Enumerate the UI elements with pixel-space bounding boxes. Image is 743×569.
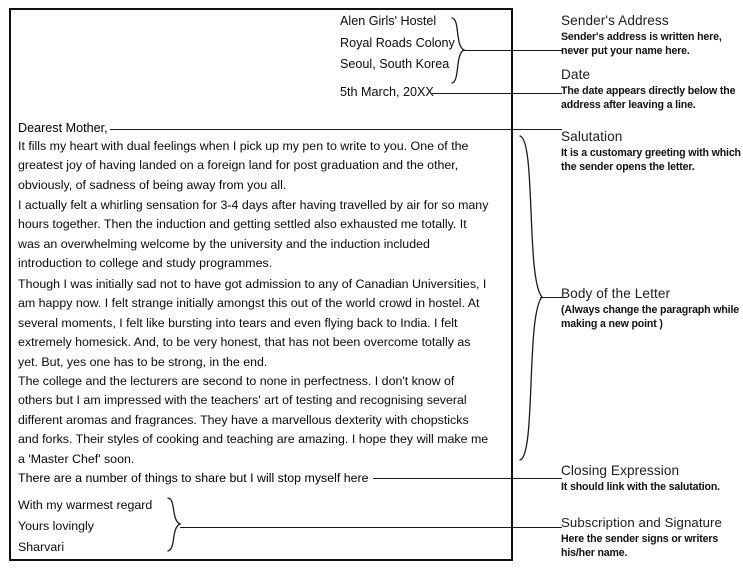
annotation-title: Body of the Letter <box>561 286 671 301</box>
body-leader-line <box>540 297 562 298</box>
subscription-signature-leader-line <box>180 527 562 528</box>
annotation-title: Salutation <box>561 129 623 144</box>
letter-salutation: Dearest Mother, <box>18 121 108 135</box>
annotation-description: It is a customary greeting with which the sender opens the letter. <box>561 147 741 174</box>
annotation-description: Sender's address is written here, never put your name here. <box>561 31 722 58</box>
annotation-body-of-the-letter <box>561 285 743 331</box>
annotation-description: The date appears directly below the address after leaving a line. <box>561 85 736 112</box>
annotation-description: (Always change the paragraph while making a new point ) <box>561 304 739 331</box>
letter-paragraph-3: Though I was initially sad not to have got admission to any of Canadian Universities, I am happy now. I felt strange initially amongst this out of the world crowd in hostel. At several moments, I felt like bursting into tears and even flying back to India. I felt extremely homesick. And, to be very honest, that has not been overcome totally as yet. But, yes one has to be strong, in the end. <box>18 277 487 369</box>
annotation-title: Date <box>561 67 591 82</box>
annotation-date <box>561 66 743 112</box>
body-of-letter-brace <box>516 134 550 462</box>
closing-expression-leader-line <box>373 478 562 479</box>
annotation-title: Closing Expression <box>561 463 680 478</box>
letter-date: 5th March, 20XX <box>340 85 434 99</box>
sender-address-leader-line <box>464 50 562 51</box>
annotation-title: Sender's Address <box>561 13 669 28</box>
subscription-signature-brace <box>165 496 191 554</box>
subscription-line-2: Yours lovingly <box>18 519 94 533</box>
annotation-salutation <box>561 128 743 174</box>
annotation-title: Subscription and Signature <box>561 515 722 530</box>
annotation-subscription-and-signature <box>561 514 743 560</box>
letter-paragraph-4: The college and the lecturers are second to none in perfectness. I don't know of others but I am impressed with the teachers' art of testing and recognising several different aromas and fragrances. They have a marvellous dexterity with chopsticks and forks. Their styles of cooking and teaching are amazing. I hope they will make me a 'Master Chef' soon. <box>18 374 489 466</box>
sender-address-line-1: Alen Girls' Hostel <box>340 14 437 28</box>
salutation-leader-line <box>110 129 562 130</box>
letter-paragraph-2: I actually felt a whirling sensation for 3-4 days after having travelled by air for so many hours together. Then the induction and getting settled also exhausted me totally. It was an overwhelming welcome by the university and the induction included introduction to college and study programmes. <box>18 198 489 271</box>
letter-paragraph-1: It fills my heart with dual feelings when I pick up my pen to write to you. One of the greatest joy of having landed on a foreign land for post graduation and the other, obviously, of sadness of being away from you all. <box>18 139 469 192</box>
sender-address-line-3: Seoul, South Korea <box>340 57 450 71</box>
subscription-line-3: Sharvari <box>18 540 65 554</box>
annotation-description: Here the sender signs or writers his/her name. <box>561 533 719 560</box>
sender-address-brace <box>449 16 475 86</box>
annotation-description: It should link with the salutation. <box>561 481 720 493</box>
annotation-senders-address <box>561 12 743 58</box>
sender-address-line-2: Royal Roads Colony <box>340 35 455 50</box>
date-leader-line <box>432 93 562 94</box>
subscription-line-1: With my warmest regard <box>18 498 153 512</box>
letter-closing-expression: There are a number of things to share but I will stop myself here <box>18 471 369 485</box>
annotation-closing-expression <box>561 462 743 494</box>
